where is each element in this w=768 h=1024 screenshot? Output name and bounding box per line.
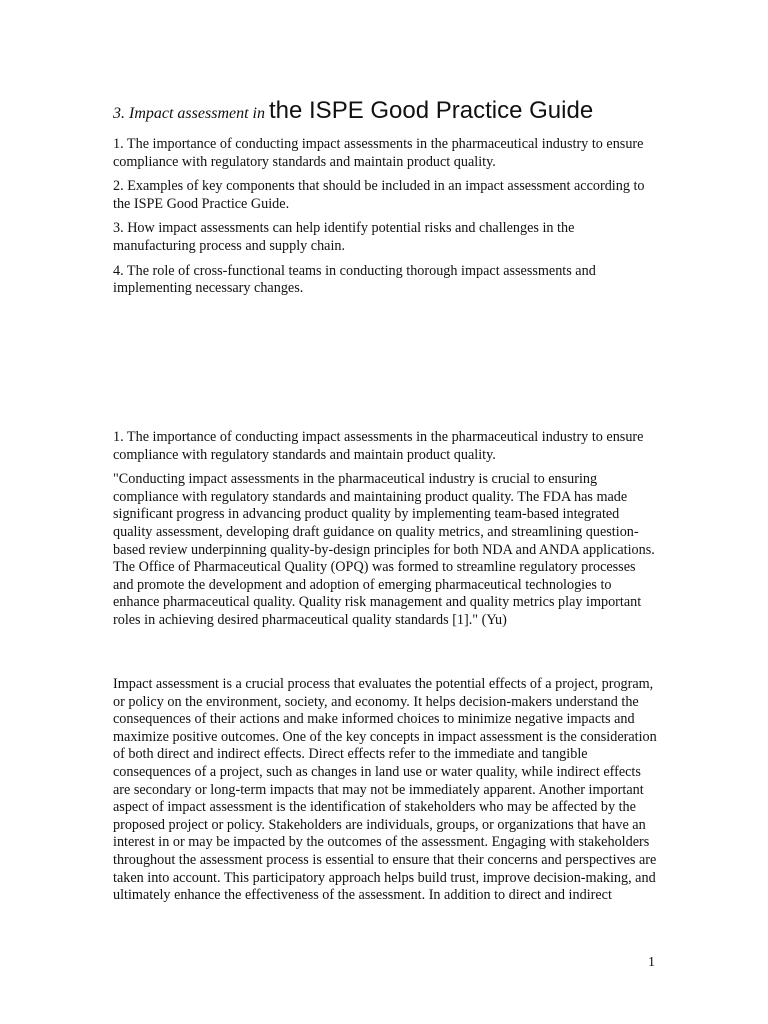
outline-item: 3. How impact assessments can help identify potential risks and challenges in the manufacturing process and supply chain. <box>113 220 575 254</box>
outline-list <box>113 136 653 305</box>
outline-item: 4. The role of cross-functional teams in conducting thorough impact assessments and implementing necessary changes. <box>113 262 596 297</box>
outline-item: 2. Examples of key components that should be included in an impact assessment according to the ISPE Good Practice Guide. <box>113 178 645 212</box>
section-title: 1. The importance of conducting impact assessments in the pharmaceutical industry to ensure compliance with regulatory standards and maintain product quality. <box>113 429 644 463</box>
body-paragraph: Impact assessment is a crucial process that evaluates the potential effects of a project, program, or policy on the environment, society, and economy. It helps decision-makers understand the consequences of their actions and make informed choices to minimize negative impacts and maximize positive outcomes. One of the key concepts in impact assessment is the consideration of both direct and indirect effects. Direct effects refer to the immediate and tangible consequences of a project, such as changes in land use or water quality, while indirect effects are secondary or long-term impacts that may not be immediately apparent. Another important aspect of impact assessment is the identification of stakeholders who may be affected by the proposed project or policy. Stakeholders are individuals, groups, or organizations that have an interest in or may be impacted by the outcomes of the assessment. Engaging with stakeholders throughout the assessment process is essential to ensure that their concerns and perspectives are taken into account. This participatory approach helps build trust, improve decision-making, and ultimately enhance the effectiveness of the assessment. In addition to direct and indirect <box>113 676 657 904</box>
section-quote: "Conducting impact assessments in the pharmaceutical industry is crucial to ensuring compliance with regulatory standards and maintaining product quality. The FDA has made significant progress in advancing product quality by implementing team-based integrated quality assessment, developing draft guidance on quality metrics, and streamlining question-based review underpinning quality-by-design principles for both NDA and ANDA applications. The Office of Pharmaceutical Quality (OPQ) was formed to streamline regulatory processes and promote the development and adoption of emerging pharmaceutical technologies to enhance pharmaceutical quality. Quality risk management and quality metrics play important roles in achieving desired pharmaceutical quality standards [1]." (Yu) <box>113 471 655 628</box>
section-one <box>113 429 658 630</box>
page-heading <box>113 96 673 129</box>
heading-prefix: 3. Impact assessment in <box>113 105 269 122</box>
page-number: 1 <box>648 955 655 970</box>
outline-item: 1. The importance of conducting impact assessments in the pharmaceutical industry to ensure compliance with regulatory standards and maintain product quality. <box>113 136 644 170</box>
heading-main: the ISPE Good Practice Guide <box>268 97 594 124</box>
